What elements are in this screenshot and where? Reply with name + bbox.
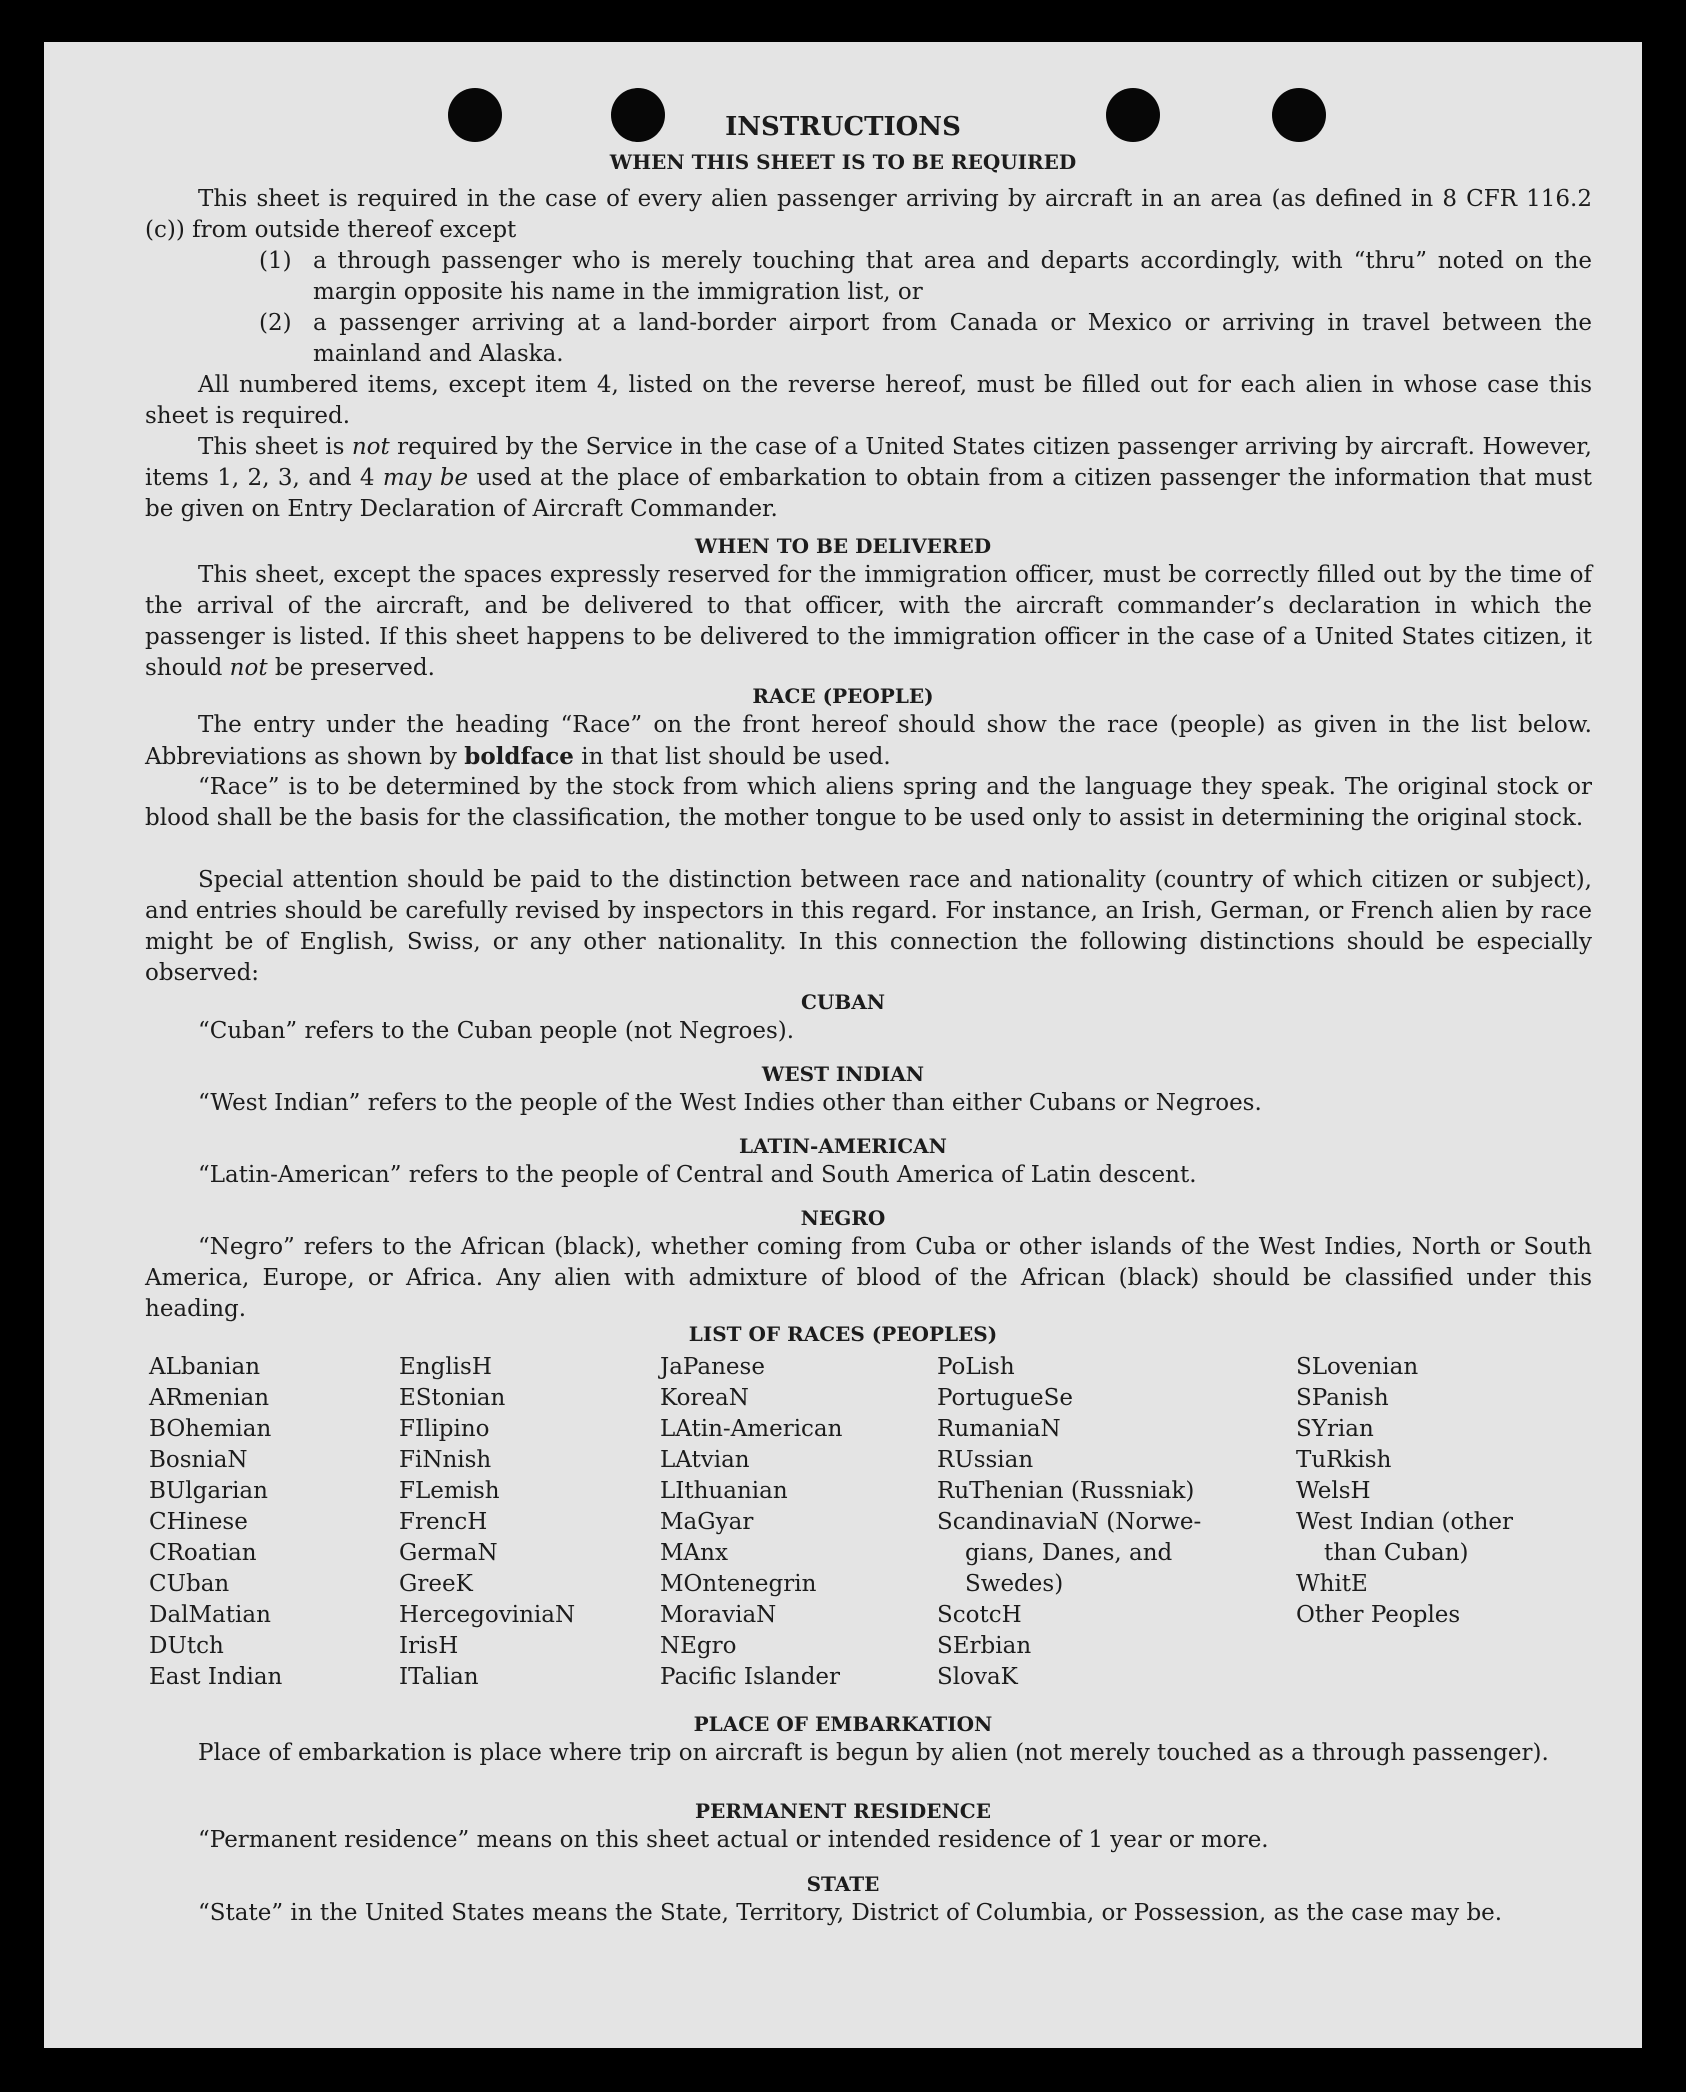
race-item: FrencH: [399, 1509, 488, 1535]
races-column-5: [1296, 1352, 1513, 1631]
list-marker: (1): [259, 248, 292, 274]
race-item: SlovaK: [937, 1664, 1018, 1690]
race-item: NEgro: [660, 1633, 737, 1659]
race-item: HercegoviniaN: [399, 1602, 576, 1628]
race-item: ITalian: [399, 1664, 479, 1690]
paragraph: “Latin-American” refers to the people of Central and South America of Latin descent.: [198, 1162, 1197, 1188]
race-item: SLovenian: [1296, 1354, 1419, 1380]
section-heading: WEST INDIAN: [761, 1062, 925, 1086]
paragraph: The entry under the heading “Race” on the front hereof should show the race (people) as given in the list below. Abbreviations as shown by boldface in that list should be used.: [145, 712, 1592, 770]
paragraph: Place of embarkation is place where trip on aircraft is begun by alien (not merely touched as a through passenger).: [198, 1740, 1549, 1766]
race-item: ScotcH: [937, 1602, 1022, 1628]
race-item: FLemish: [399, 1478, 500, 1504]
race-item: JaPanese: [660, 1354, 765, 1380]
page-title: INSTRUCTIONS: [725, 112, 961, 142]
race-item: LAtvian: [660, 1447, 750, 1473]
race-item: West Indian (other: [1296, 1509, 1514, 1535]
paragraph: “Negro” refers to the African (black), whether coming from Cuba or other islands of the West Indies, North or South America, Europe, or Africa. Any alien with admixture of blood of the African (black) should be classified under this heading.: [145, 1234, 1592, 1322]
race-item: ScandinaviaN (Norwe-: [937, 1509, 1202, 1535]
races-column-2: [399, 1352, 575, 1693]
race-item: RuThenian (Russniak): [937, 1478, 1195, 1504]
paragraph: All numbered items, except item 4, listed on the reverse hereof, must be filled out for each alien in whose case this sheet is required.: [145, 372, 1592, 429]
race-item: East Indian: [149, 1664, 283, 1690]
race-item: than Cuban): [1324, 1540, 1469, 1566]
race-item: Swedes): [965, 1571, 1064, 1597]
race-item: WelsH: [1296, 1478, 1371, 1504]
paragraph: This sheet, except the spaces expressly reserved for the immigration officer, must be correctly filled out by the time of the arrival of the aircraft, and be delivered to that officer, with the aircraft commander’s declaration in which the passenger is listed. If this sheet happens to be delivered to the immigration officer in the case of a United States citizen, it should not be preserved.: [145, 562, 1592, 681]
race-item: BosniaN: [149, 1447, 248, 1473]
race-item: SErbian: [937, 1633, 1032, 1659]
race-item: PortugueSe: [937, 1385, 1073, 1411]
race-item: MOntenegrin: [660, 1571, 817, 1597]
race-item: RumaniaN: [937, 1416, 1061, 1442]
paragraph: “West Indian” refers to the people of the West Indies other than either Cubans or Negroes.: [198, 1090, 1262, 1116]
race-item: CUban: [149, 1571, 230, 1597]
race-item: Pacific Islander: [660, 1664, 841, 1690]
race-item: MAnx: [660, 1540, 728, 1566]
race-item: ARmenian: [149, 1385, 270, 1411]
list-item: a through passenger who is merely touching that area and departs accordingly, with “thru” noted on the margin opposite his name in the immigration list, or: [313, 248, 1592, 305]
paragraph: This sheet is not required by the Service in the case of a United States citizen passenger arriving by aircraft. However, items 1, 2, 3, and 4 may be used at the place of embarkation to obtain from a citizen passenger the information that must be given on Entry Declaration of Aircraft Commander.: [145, 434, 1592, 522]
races-column-1: [149, 1352, 282, 1693]
race-item: MaGyar: [660, 1509, 754, 1535]
document-page: [44, 42, 1642, 2048]
section-heading: WHEN THIS SHEET IS TO BE REQUIRED: [609, 150, 1077, 174]
section-heading: LIST OF RACES (PEOPLES): [688, 1322, 998, 1346]
race-item: EStonian: [399, 1385, 506, 1411]
race-item: EnglisH: [399, 1354, 492, 1380]
race-item: CHinese: [149, 1509, 248, 1535]
race-item: SPanish: [1296, 1385, 1389, 1411]
race-item: GreeK: [399, 1571, 473, 1597]
races-column-4: [937, 1352, 1201, 1693]
section-heading: WHEN TO BE DELIVERED: [694, 534, 992, 558]
section-heading: PERMANENT RESIDENCE: [695, 1799, 991, 1823]
race-item: CRoatian: [149, 1540, 257, 1566]
race-item: gians, Danes, and: [965, 1540, 1173, 1566]
section-heading: LATIN-AMERICAN: [739, 1134, 947, 1158]
list-item: a passenger arriving at a land-border airport from Canada or Mexico or arriving in travel between the mainland and Alaska.: [313, 310, 1592, 367]
race-item: ALbanian: [149, 1354, 261, 1380]
section-heading: RACE (PEOPLE): [752, 684, 934, 708]
race-item: BUlgarian: [149, 1478, 268, 1504]
race-item: KoreaN: [660, 1385, 749, 1411]
race-item: FIlipino: [399, 1416, 490, 1442]
section-heading: NEGRO: [800, 1206, 886, 1230]
section-heading: CUBAN: [800, 990, 886, 1014]
race-item: RUssian: [937, 1447, 1034, 1473]
race-item: FiNnish: [399, 1447, 492, 1473]
race-item: BOhemian: [149, 1416, 272, 1442]
race-item: WhitE: [1296, 1571, 1368, 1597]
paragraph: “State” in the United States means the State, Territory, District of Columbia, or Possession, as the case may be.: [198, 1900, 1503, 1926]
paragraph: “Permanent residence” means on this sheet actual or intended residence of 1 year or more.: [198, 1827, 1269, 1853]
race-item: SYrian: [1296, 1416, 1374, 1442]
section-heading: PLACE OF EMBARKATION: [693, 1712, 993, 1736]
paragraph: Special attention should be paid to the distinction between race and nationality (country of which citizen or subject), and entries should be carefully revised by inspectors in this regard. For instance, an Irish, German, or French alien by race might be of English, Swiss, or any other nationality. In this connection the following distinctions should be especially observed:: [145, 867, 1592, 986]
race-item: PoLish: [937, 1354, 1015, 1380]
race-item: IrisH: [399, 1633, 459, 1659]
races-column-3: [660, 1352, 842, 1693]
race-item: LAtin-American: [660, 1416, 843, 1442]
paragraph: This sheet is required in the case of every alien passenger arriving by aircraft in an area (as defined in 8 CFR 116.2 (c)) from outside thereof except: [145, 186, 1592, 243]
section-heading: STATE: [806, 1872, 880, 1896]
race-item: TuRkish: [1296, 1447, 1392, 1473]
race-item: Other Peoples: [1296, 1602, 1461, 1628]
race-item: GermaN: [399, 1540, 498, 1566]
race-item: DUtch: [149, 1633, 224, 1659]
paragraph: “Cuban” refers to the Cuban people (not Negroes).: [198, 1018, 795, 1044]
race-item: LIthuanian: [660, 1478, 788, 1504]
race-item: MoraviaN: [660, 1602, 777, 1628]
paragraph: “Race” is to be determined by the stock from which aliens spring and the language they speak. The original stock or blood shall be the basis for the classification, the mother tongue to be used only to assist in determining the original stock.: [145, 774, 1592, 831]
list-marker: (2): [259, 310, 292, 336]
race-item: DalMatian: [149, 1602, 271, 1628]
